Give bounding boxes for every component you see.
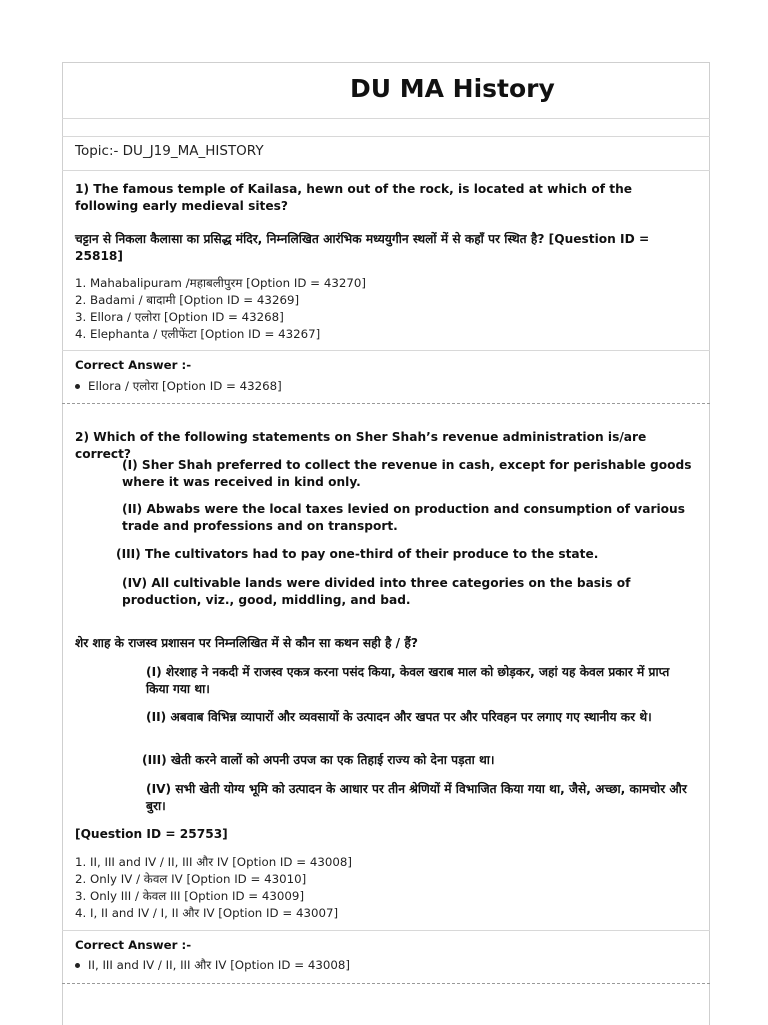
question-separator (62, 983, 710, 984)
divider (62, 170, 710, 171)
q2-option-3: 3. Only III / केवल III [Option ID = 43009] (75, 889, 305, 903)
q2-options (75, 854, 352, 922)
q1-correct-answer (75, 378, 282, 394)
q2-statement-1: (I) Sher Shah preferred to collect the revenue in cash, except for perishable goods where it was received in kind only. (122, 458, 692, 489)
q2-option-1: 1. II, III and IV / II, III और IV [Option ID = 43008] (75, 855, 353, 869)
q2-correct-answer (75, 957, 350, 973)
q2-correct-answer-text: II, III and IV / II, III और IV [Option ID = 43008] (88, 958, 351, 972)
q2-statement-2: (II) Abwabs were the local taxes levied on production and consumption of various trade and professions and on transport. (122, 502, 685, 533)
q2-hindi-statement-1: (I) शेरशाह ने नकदी में राजस्व एकत्र करना पसंद किया, केवल खराब माल को छोड़कर, जहां यह केवल प्रकार में प्राप्त किया गया था। (146, 665, 670, 696)
q1-option-2: 2. Badami / बादामी [Option ID = 43269] (75, 293, 300, 307)
q2-hindi-statement-2: (II) अबवाब विभिन्न व्यापारों और व्यवसायों के उत्पादन और खपत पर और परिवहन पर लगाए गए स्थानीय कर थे। (146, 710, 652, 724)
q2-hindi-statement-4: (IV) सभी खेती योग्य भूमि को उत्पादन के आधार पर तीन श्रेणियों में विभाजित किया गया था, जैसे, अच्छा, कामचोर और बुरा। (146, 782, 687, 813)
q2-question-text: 2) Which of the following statements on Sher Shah’s revenue administration is/are correct? (75, 430, 647, 461)
q2-hindi-statement-3: (III) खेती करने वालों को अपनी उपज का एक तिहाई राज्य को देना पड़ता था। (142, 753, 495, 767)
q2-statement-4: (IV) All cultivable lands were divided into three categories on the basis of production, viz., good, middling, and bad. (122, 576, 631, 607)
q2-hindi-question: शेर शाह के राजस्व प्रशासन पर निम्नलिखित में से कौन सा कथन सही है / हैं? (75, 636, 418, 650)
page-title: DU MA History (350, 74, 555, 103)
q2-correct-answer-label: Correct Answer :- (75, 938, 192, 952)
q1-options (75, 275, 366, 343)
topic-label: Topic:- DU_J19_MA_HISTORY (75, 143, 264, 159)
q2-statement-3: (III) The cultivators had to pay one-third of their produce to the state. (116, 547, 599, 561)
q1-correct-answer-label: Correct Answer :- (75, 358, 192, 372)
q1-option-4: 4. Elephanta / एलीफेंटा [Option ID = 43267] (75, 327, 321, 341)
q1-question-text: 1) The famous temple of Kailasa, hewn out of the rock, is located at which of the following early medieval sites? (75, 182, 633, 213)
bullet-icon (75, 963, 80, 968)
divider (62, 118, 710, 119)
q1-option-1: 1. Mahabalipuram /महाबलीपुरम [Option ID = 43270] (75, 276, 366, 290)
q2-option-4: 4. I, II and IV / I, II और IV [Option ID = 43007] (75, 906, 339, 920)
question-separator (62, 403, 710, 404)
q2-option-2: 2. Only IV / केवल IV [Option ID = 43010] (75, 872, 307, 886)
bullet-icon (75, 384, 80, 389)
q1-option-3: 3. Ellora / एलोरा [Option ID = 43268] (75, 310, 284, 324)
divider (62, 930, 710, 931)
divider (62, 350, 710, 351)
q1-correct-answer-text: Ellora / एलोरा [Option ID = 43268] (88, 379, 282, 393)
q2-question-id: [Question ID = 25753] (75, 827, 228, 841)
q1-hindi-text: चट्टान से निकला कैलासा का प्रसिद्ध मंदिर, निम्नलिखित आरंभिक मध्ययुगीन स्थलों में से कहाँ पर स्थित है? [Question ID = 25818] (75, 232, 650, 263)
divider (62, 136, 710, 137)
